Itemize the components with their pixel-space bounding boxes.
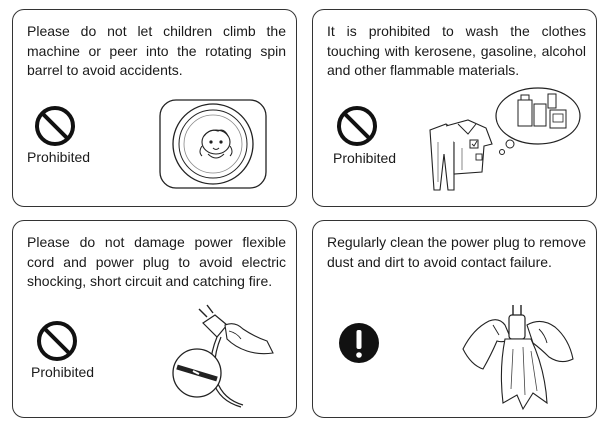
child-in-drum-illustration [158, 98, 268, 190]
warning-text: Please do not damage power flexible cord and power plug to avoid electric shocking, short circuit and catching fire. [27, 234, 286, 289]
prohibited-label: Prohibited [31, 364, 95, 380]
prohibited-icon [33, 104, 77, 148]
warning-panel-flammable [312, 9, 597, 207]
exclamation-icon [337, 321, 381, 365]
notice-panel-clean-plug [312, 220, 597, 418]
prohibited-icon [335, 104, 379, 148]
warning-panel-power-cord [12, 220, 297, 418]
clothes-and-flammables-illustration [428, 82, 593, 194]
prohibited-label: Prohibited [27, 149, 91, 165]
notice-text: Regularly clean the power plug to remove dust and dirt to avoid contact failure. [327, 234, 586, 270]
warning-text: Please do not let children climb the machine or peer into the rotating spin barrel to avoid accidents. [27, 23, 286, 78]
damaged-cord-illustration [163, 301, 283, 409]
warning-panel-children [12, 9, 297, 207]
cleaning-plug-hands-illustration [453, 299, 583, 411]
prohibited-label: Prohibited [333, 150, 397, 166]
prohibited-icon [35, 319, 79, 363]
warning-text: It is prohibited to wash the clothes touching with kerosene, gasoline, alcohol and other flammable materials. [327, 23, 586, 78]
